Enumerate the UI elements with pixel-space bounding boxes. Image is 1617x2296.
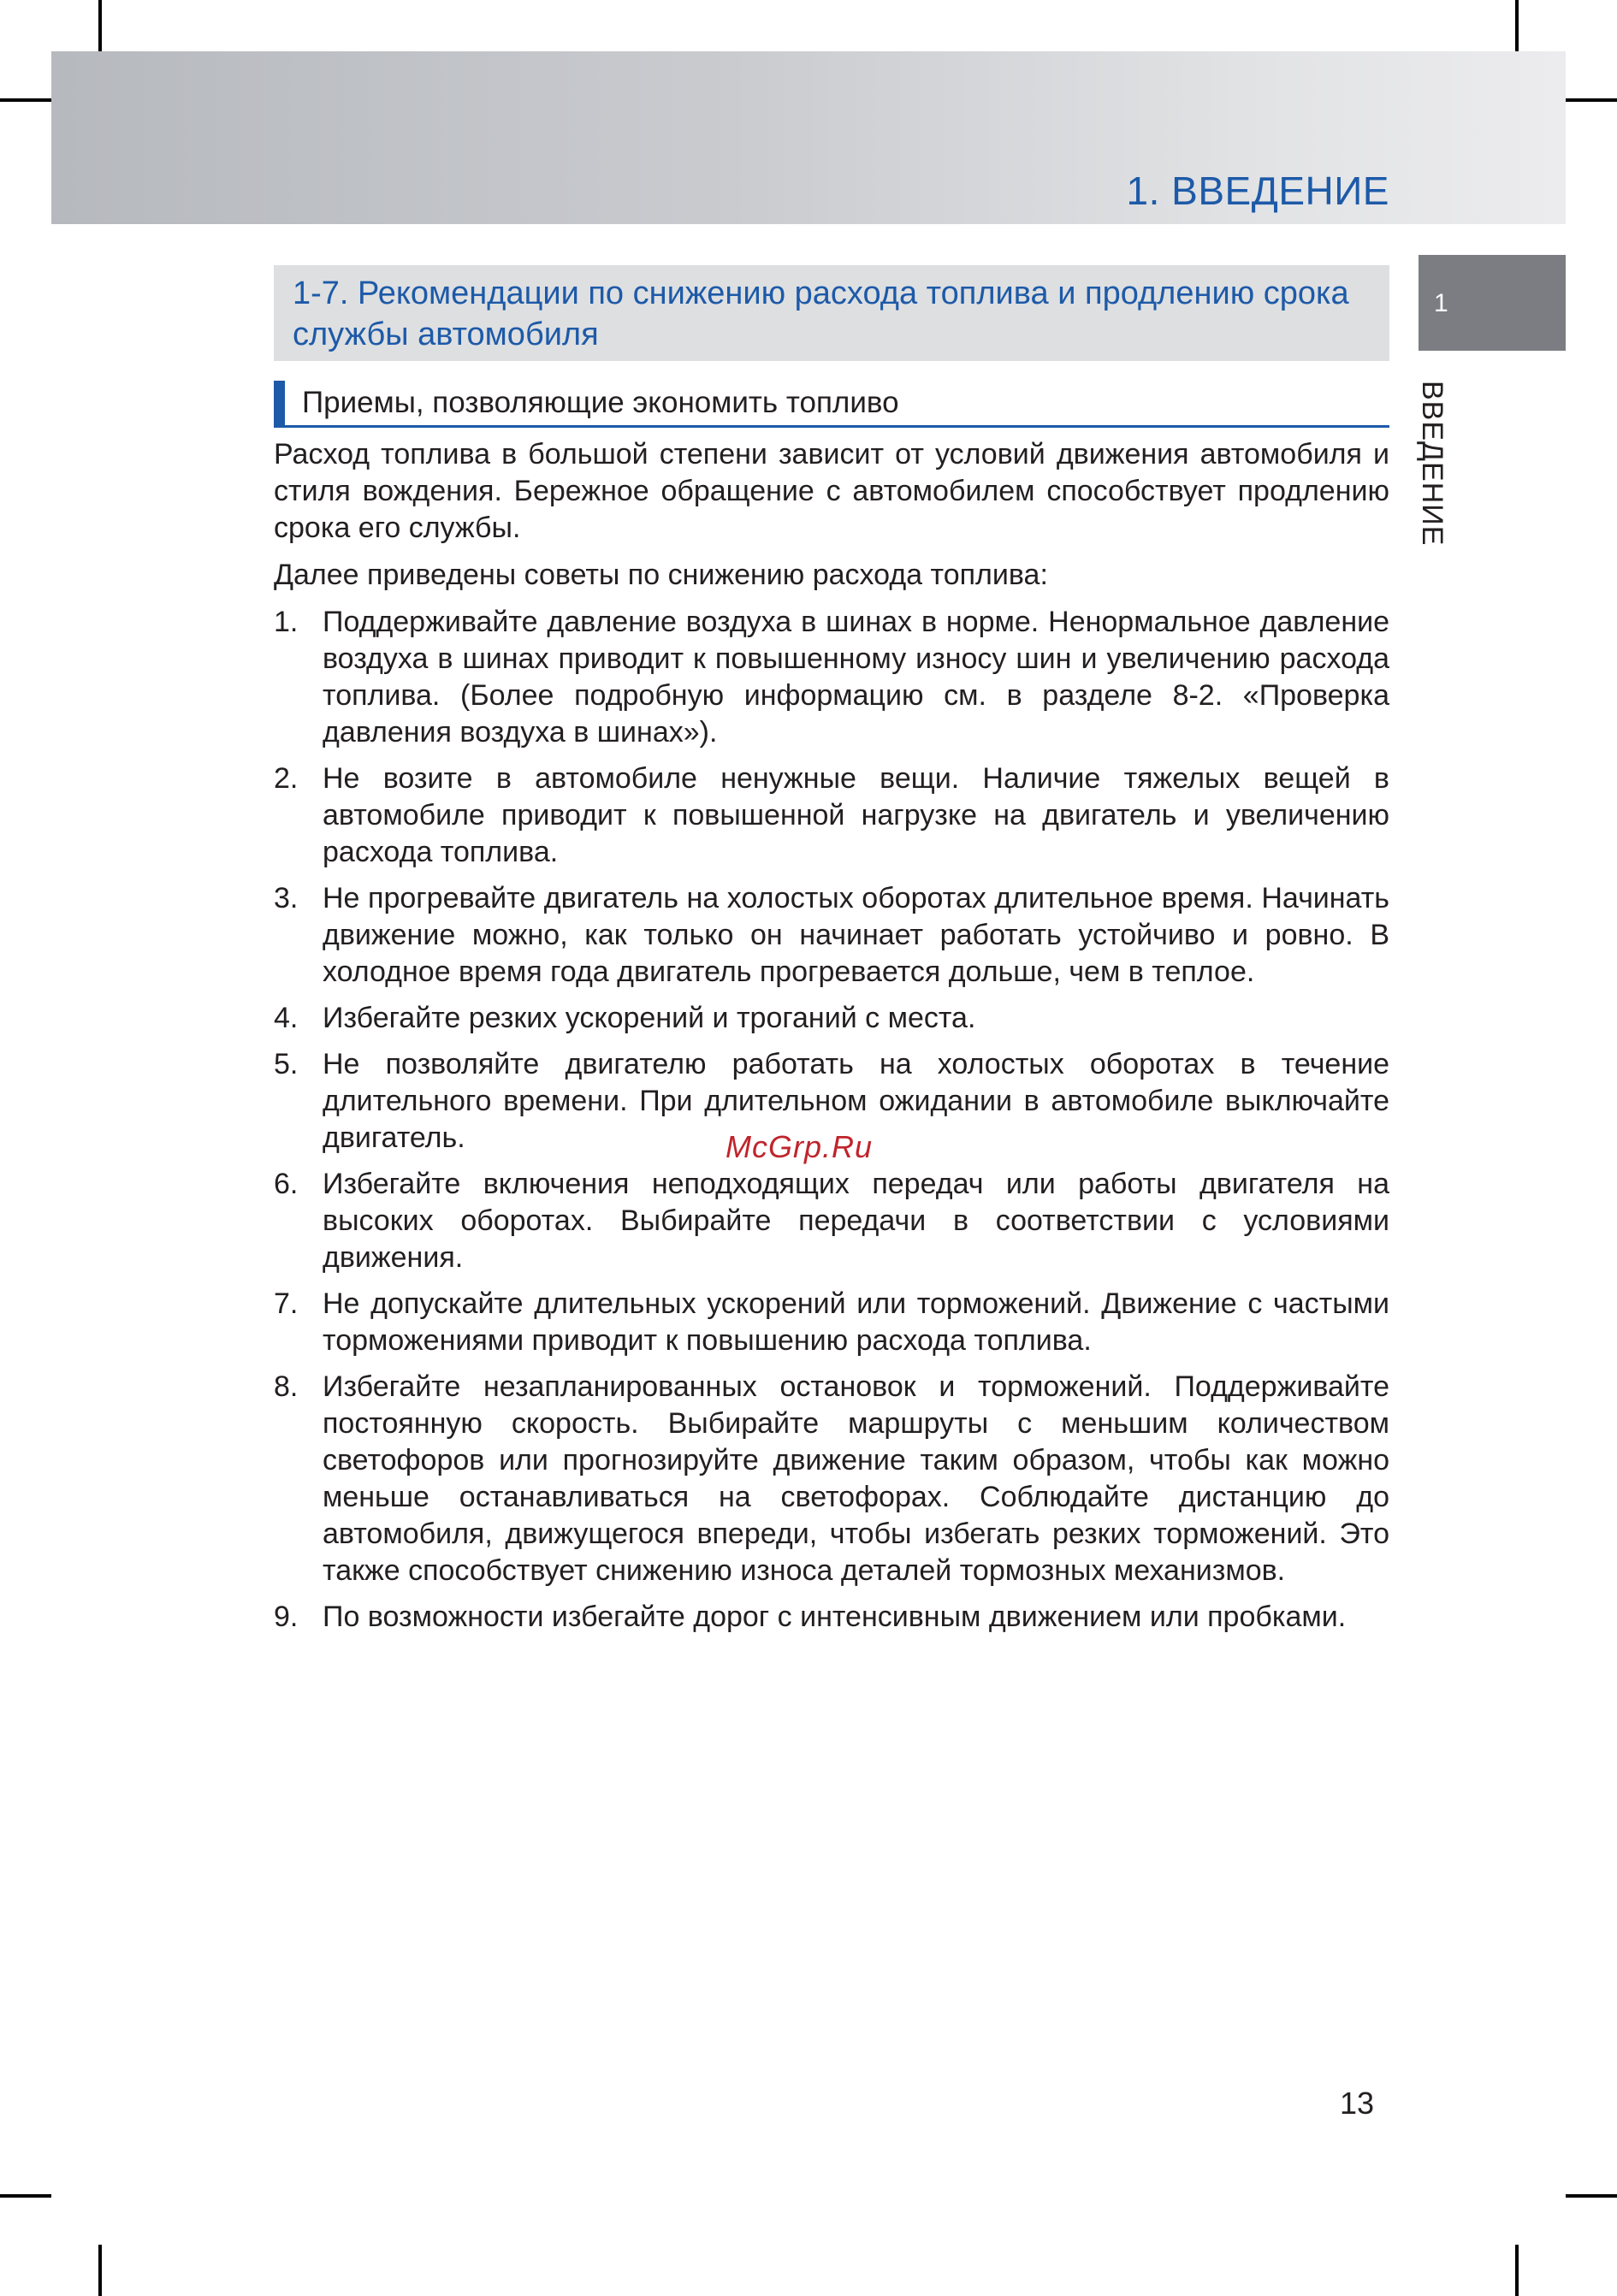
tip-number: 3.	[274, 882, 299, 914]
tip-number: 1.	[274, 606, 299, 638]
tip-text: Не прогревайте двигатель на холостых оборотах длительное время. Начинать движение можно, как только он начинает работать устойчиво и ровно. В холодное время года двигатель прогревается дольше, чем в теплое.	[323, 882, 1389, 988]
crop-mark	[1566, 98, 1617, 102]
page-number: 13	[1340, 2086, 1375, 2121]
tip-item	[274, 1166, 1389, 1276]
subsection-heading	[274, 381, 1389, 428]
tip-text: Не возите в автомобиле ненужные вещи. Наличие тяжелых вещей в автомобиле приводит к повышенной нагрузке на двигатель и увеличению расхода топлива.	[323, 762, 1389, 868]
tip-number: 5.	[274, 1048, 299, 1080]
tips-list	[274, 604, 1389, 1636]
tip-text: Не допускайте длительных ускорений или торможений. Движение с частыми торможениями приводит к повышению расхода топлива.	[323, 1287, 1389, 1357]
tip-item	[274, 1599, 1389, 1636]
section-title: 1-7. Рекомендации по снижению расхода топлива и продлению срока службы автомобиля	[293, 275, 1349, 352]
tip-text: По возможности избегайте дорог с интенсивным движением или пробками.	[323, 1601, 1347, 1633]
chapter-title: 1. ВВЕДЕНИЕ	[1126, 169, 1389, 213]
tip-text: Избегайте включения неподходящих передач или работы двигателя на высоких оборотах. Выбирайте передачи в соответствии с условиями движения.	[323, 1168, 1389, 1274]
tip-item	[274, 1286, 1389, 1359]
crop-mark	[0, 2194, 51, 2198]
tip-number: 7.	[274, 1287, 299, 1320]
chapter-tab	[1419, 255, 1566, 351]
section-heading-box	[274, 265, 1389, 361]
tip-item	[274, 1000, 1389, 1037]
tip-text: Избегайте резких ускорений и троганий с места.	[323, 1002, 976, 1034]
crop-mark	[1515, 2245, 1519, 2296]
tip-item	[274, 760, 1389, 871]
crop-mark	[98, 0, 102, 51]
tip-item	[274, 880, 1389, 991]
subsection-accent-bar	[274, 381, 285, 425]
lead-paragraph: Далее приведены советы по снижению расхода топлива:	[274, 559, 1048, 591]
tip-text: Не позволяйте двигателю работать на холостых оборотах в течение длительного времени. При длительном ожидании в автомобиле выключайте двигатель.	[323, 1048, 1389, 1154]
tip-item	[274, 1369, 1389, 1589]
tip-text: Избегайте незапланированных остановок и торможений. Поддерживайте постоянную скорость. Выбирайте маршруты с меньшим количеством светофоров или прогнозируйте движение таким образом, чтобы как можно меньше останавливаться на светофорах. Соблюдайте дистанцию до автомобиля, движущегося впереди, чтобы избегать резких торможений. Это также способствует снижению износа деталей тормозных механизмов.	[323, 1370, 1389, 1587]
crop-mark	[98, 2245, 102, 2296]
tip-number: 8.	[274, 1370, 299, 1403]
chapter-side-label	[1415, 381, 1463, 577]
tip-number: 4.	[274, 1002, 299, 1034]
crop-mark	[0, 98, 51, 102]
tip-number: 6.	[274, 1168, 299, 1200]
watermark: McGrp.Ru	[726, 1129, 874, 1164]
crop-mark	[1566, 2194, 1617, 2198]
chapter-tab-number: 1	[1434, 289, 1448, 317]
tip-number: 9.	[274, 1601, 299, 1633]
tip-text: Поддерживайте давление воздуха в шинах в норме. Ненормальное давление воздуха в шинах приводит к повышенному износу шин и увеличению расхода топлива. (Более подробную информацию см. в разделе 8-2. «Проверка давления воздуха в шинах»).	[323, 606, 1389, 749]
crop-mark	[1515, 0, 1519, 51]
tip-item	[274, 604, 1389, 751]
body-content	[274, 436, 1389, 1645]
chapter-side-label-text: ВВЕДЕНИЕ	[1416, 381, 1448, 547]
tip-number: 2.	[274, 762, 299, 795]
subsection-title: Приемы, позволяющие экономить топливо	[302, 386, 899, 419]
intro-paragraph: Расход топлива в большой степени зависит от условий движения автомобиля и стиля вождения. Бережное обращение с автомобилем способствует продлению срока его службы.	[274, 438, 1389, 544]
